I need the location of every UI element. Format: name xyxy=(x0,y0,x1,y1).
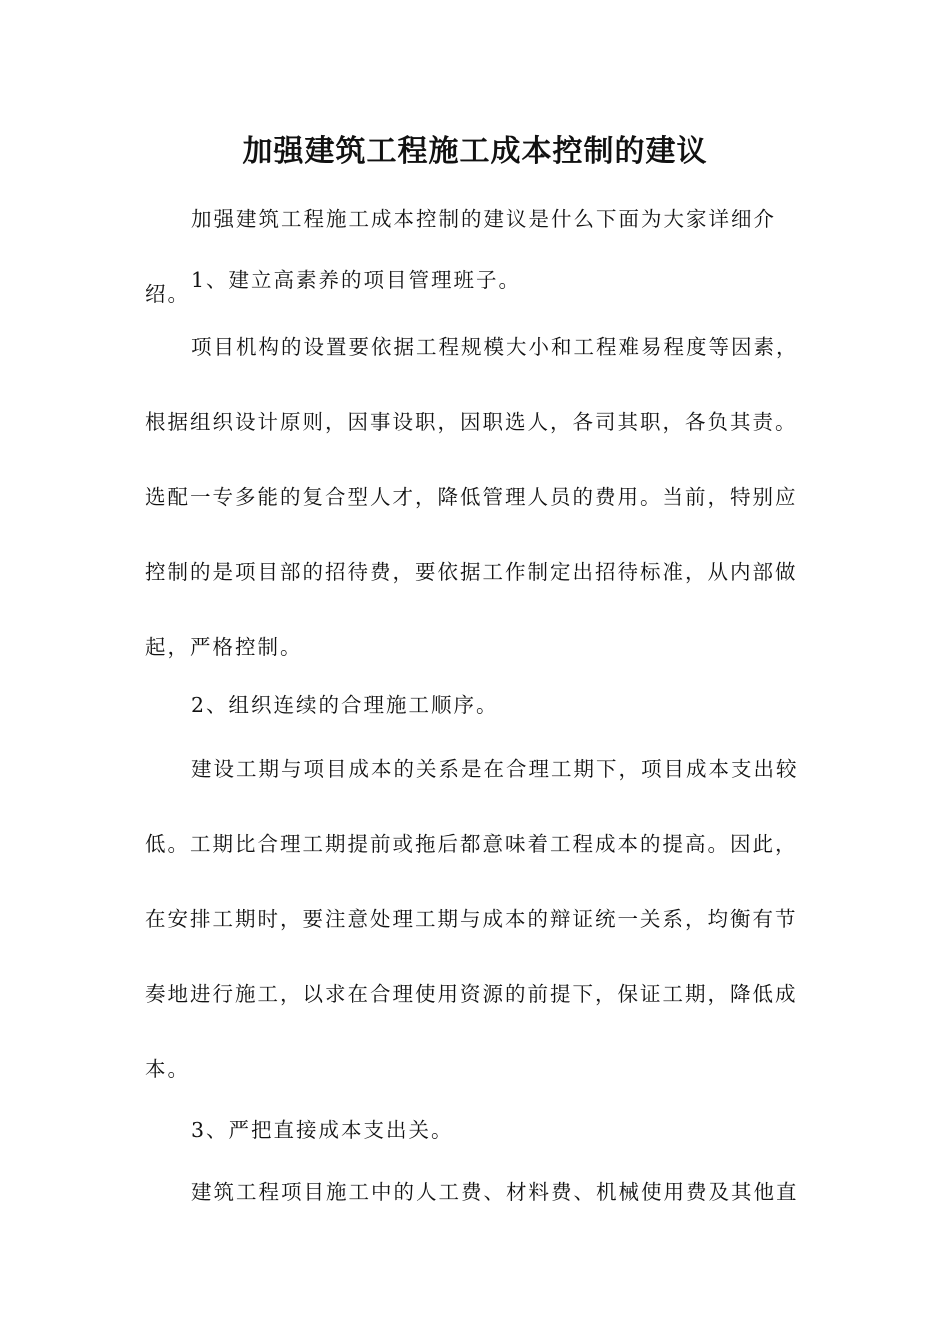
paragraph-1-line: 控制的是项目部的招待费，要依据工作制定出招待标准，从内部做 xyxy=(145,560,798,584)
section-heading-2: 2、组织连续的合理施工顺序。 xyxy=(191,693,499,717)
paragraph-2-line: 建设工期与项目成本的关系是在合理工期下，项目成本支出较 xyxy=(191,757,799,781)
section-heading-3: 3、严把直接成本支出关。 xyxy=(191,1118,454,1142)
paragraph-1-line: 起，严格控制。 xyxy=(145,635,303,659)
paragraph-2-line: 本。 xyxy=(145,1057,190,1081)
paragraph-1 xyxy=(145,310,815,685)
paragraph-2 xyxy=(145,732,815,1107)
paragraph-3 xyxy=(145,1155,815,1230)
paragraph-2-line: 在安排工期时，要注意处理工期与成本的辩证统一关系，均衡有节 xyxy=(145,907,798,931)
paragraph-3-line: 建筑工程项目施工中的人工费、材料费、机械使用费及其他直 xyxy=(191,1180,799,1204)
paragraph-2-line: 奏地进行施工，以求在合理使用资源的前提下，保证工期，降低成 xyxy=(145,982,798,1006)
paragraph-1-line: 选配一专多能的复合型人才，降低管理人员的费用。当前，特别应 xyxy=(145,485,798,509)
document-title: 加强建筑工程施工成本控制的建议 xyxy=(242,134,708,169)
section-heading-1: 1、建立高素养的项目管理班子。 xyxy=(191,268,522,292)
intro-paragraph: 加强建筑工程施工成本控制的建议是什么下面为大家详细介绍。 xyxy=(145,207,776,306)
paragraph-1-line: 根据组织设计原则，因事设职，因职选人，各司其职，各负其责。 xyxy=(145,410,798,434)
paragraph-2-line: 低。工期比合理工期提前或拖后都意味着工程成本的提高。因此， xyxy=(145,832,798,856)
paragraph-1-line: 项目机构的设置要依据工程规模大小和工程难易程度等因素， xyxy=(191,335,799,359)
